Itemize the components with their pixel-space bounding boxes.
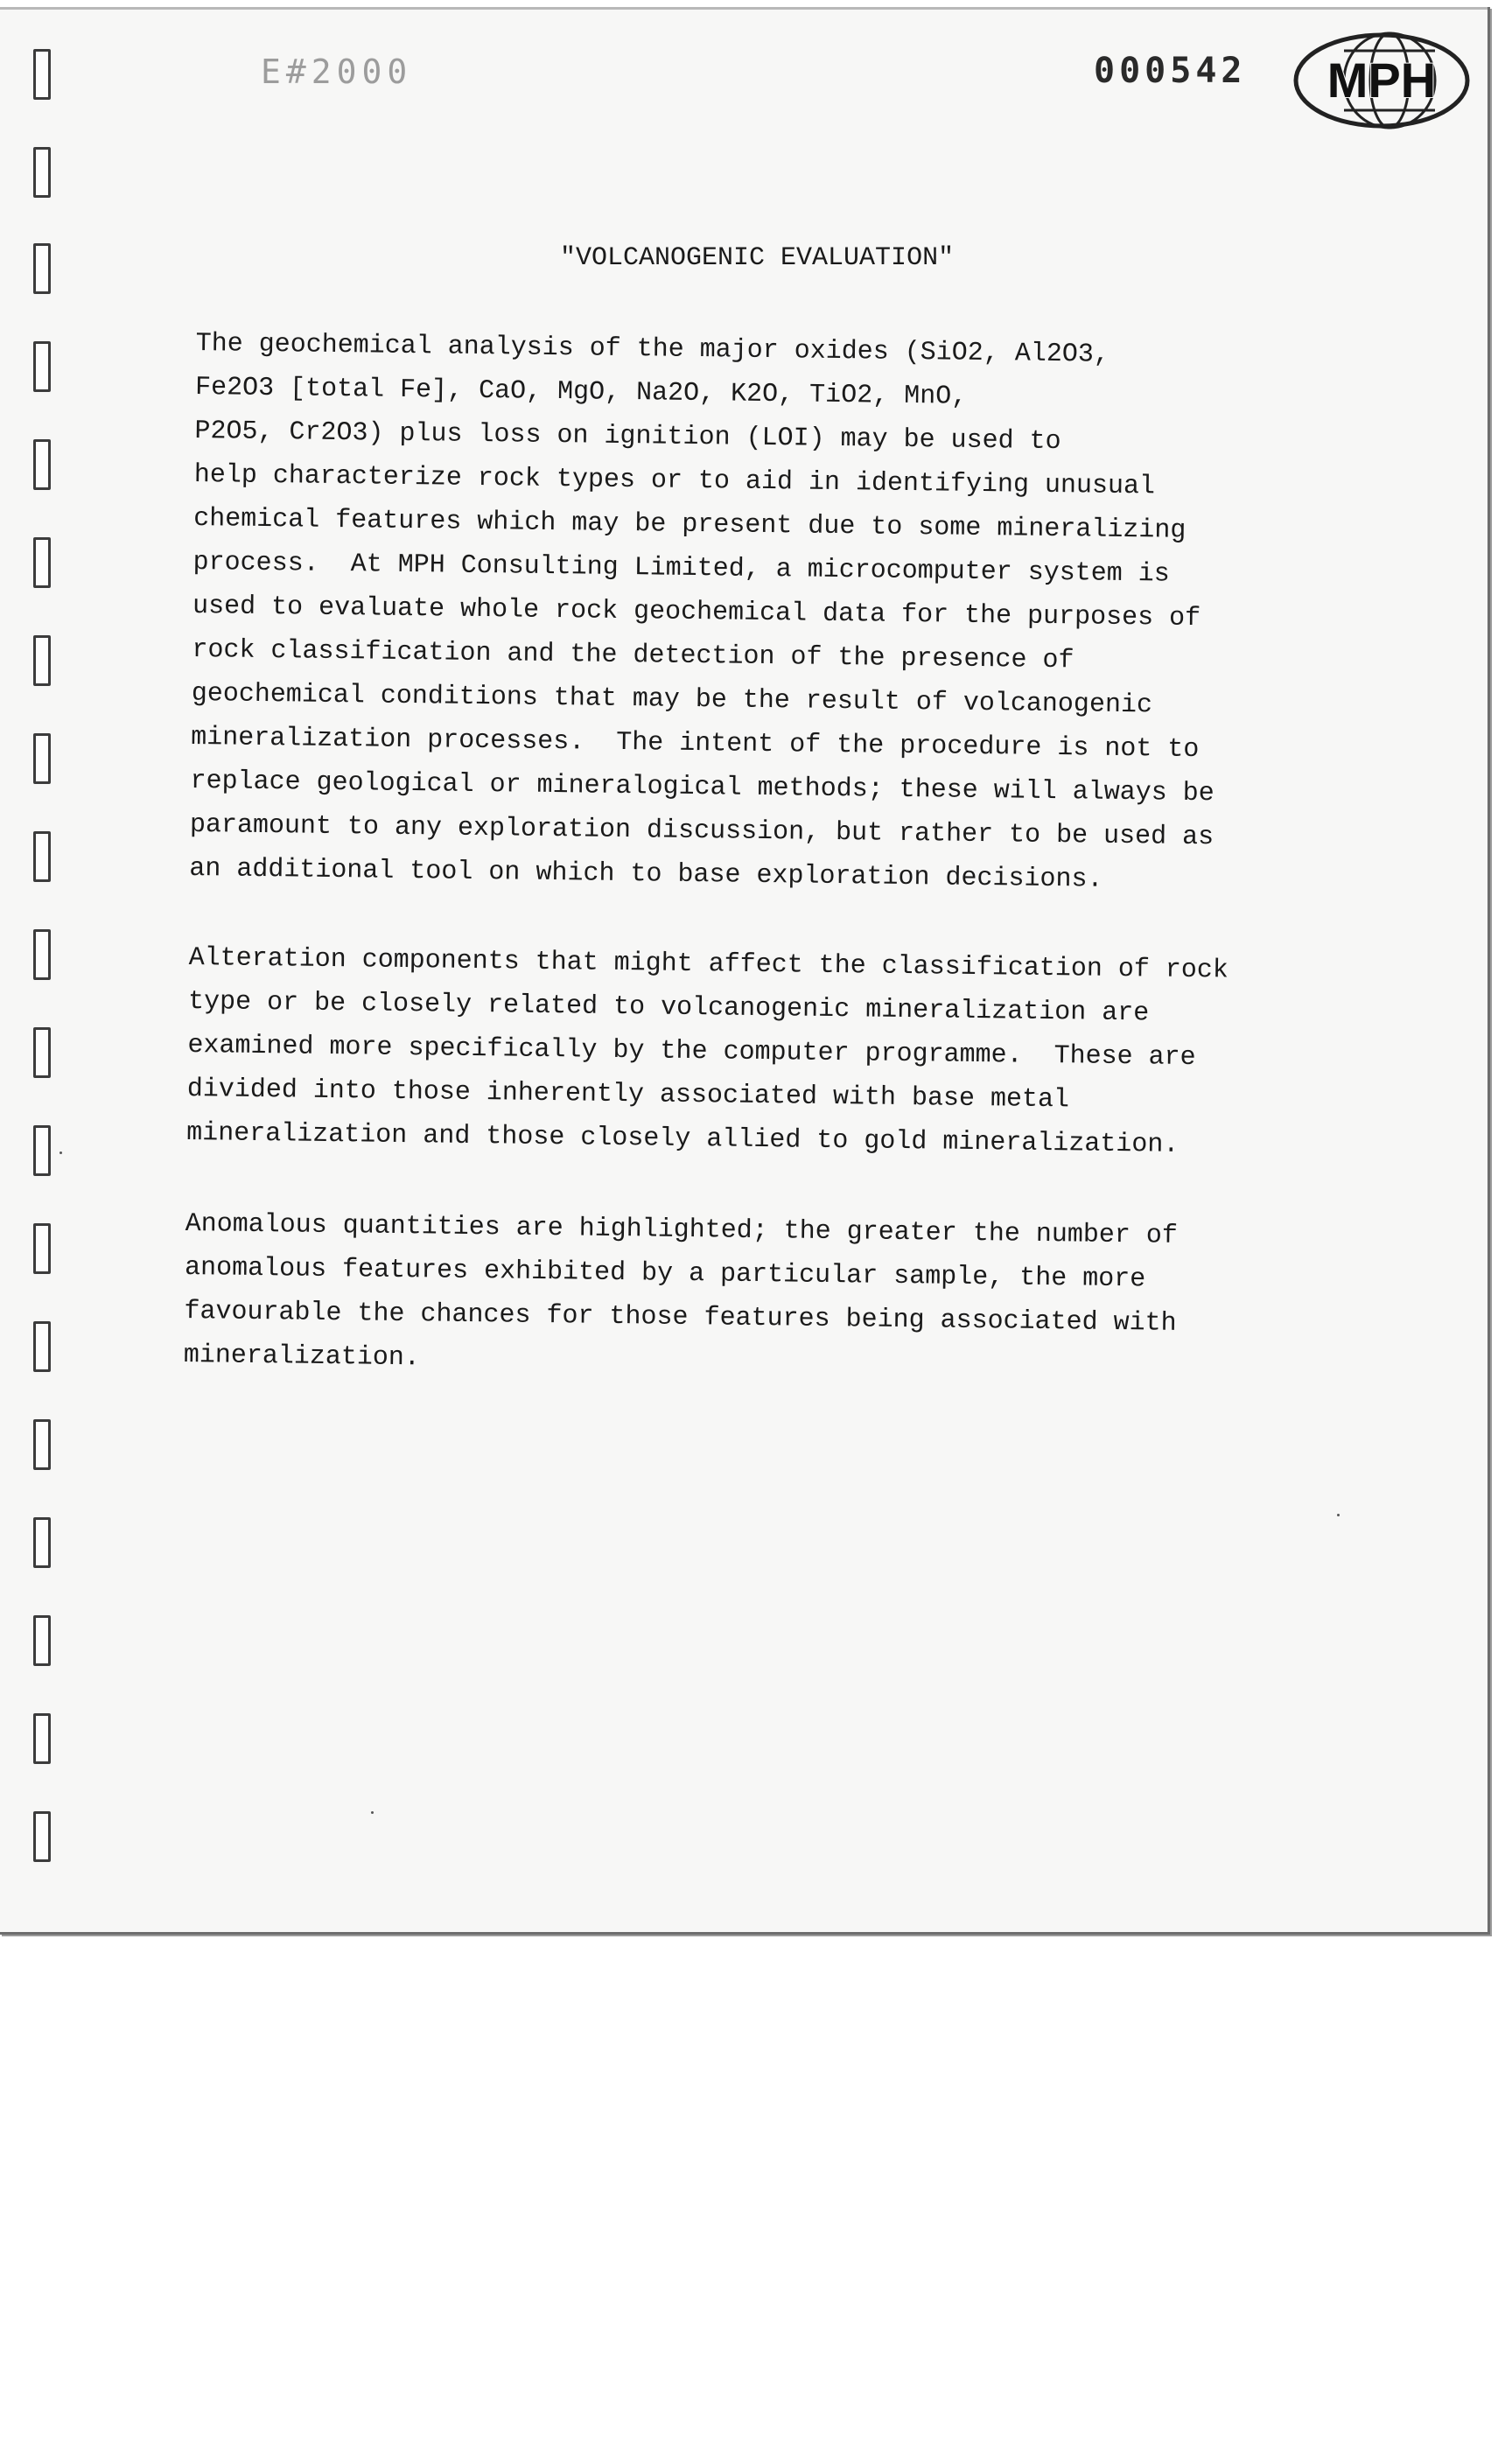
binder-hole xyxy=(33,1615,51,1666)
binder-hole xyxy=(33,1321,51,1372)
paragraph-line: Fe2O3 [total Fe], CaO, MgO, Na2O, K2O, TiO2, MnO, xyxy=(194,372,968,412)
binder-hole xyxy=(33,49,51,100)
binder-hole xyxy=(33,831,51,882)
paragraph xyxy=(184,1202,1367,1391)
binder-hole xyxy=(33,341,51,392)
document-page xyxy=(0,7,1490,1935)
paper-speck xyxy=(371,1811,374,1814)
paragraph-line: type or be closely related to volcanogenic mineralization are xyxy=(187,986,1150,1029)
paragraph-line: divided into those inherently associated with base metal xyxy=(186,1074,1070,1116)
paragraph-line: P2O5, Cr2O3) plus loss on ignition (LOI) may be used to xyxy=(194,416,1061,458)
paragraph-line: rock classification and the detection of the presence of xyxy=(192,634,1074,676)
binder-hole xyxy=(33,1223,51,1274)
paper-speck xyxy=(60,1152,62,1154)
paragraph-line: favourable the chances for those features being associated with xyxy=(184,1296,1177,1339)
paragraph-line: help characterize rock types or to aid in identifying unusual xyxy=(193,459,1156,502)
paragraph-line: an additional tool on which to base exploration decisions. xyxy=(189,853,1103,895)
paragraph-line: Anomalous quantities are highlighted; the greater the number of xyxy=(185,1208,1179,1251)
file-mark-stamp: E#2000 xyxy=(261,52,413,91)
paragraph-line: Alteration components that might affect the classification of rock xyxy=(188,942,1229,986)
binder-holes xyxy=(33,49,56,1869)
document-title: "VOLCANOGENIC EVALUATION" xyxy=(560,243,955,273)
paragraph-line: The geochemical analysis of the major oxides (SiO2, Al2O3, xyxy=(195,328,1110,370)
paragraph-line: process. At MPH Consulting Limited, a microcomputer system is xyxy=(192,547,1170,590)
paragraph-line: geochemical conditions that may be the result of volcanogenic xyxy=(191,678,1153,721)
binder-hole xyxy=(33,439,51,490)
logo-text: MPH xyxy=(1326,52,1437,108)
page-number-stamp: 000542 xyxy=(1094,51,1247,91)
mph-logo xyxy=(1292,28,1472,133)
binder-hole xyxy=(33,537,51,588)
binder-hole xyxy=(33,1811,51,1862)
paragraph-line: examined more specifically by the computer programme. These are xyxy=(187,1030,1196,1074)
binder-hole xyxy=(33,1125,51,1176)
paragraph-line: mineralization. xyxy=(183,1340,421,1374)
binder-hole xyxy=(33,635,51,686)
paragraph-line: chemical features which may be present due to some mineralizing xyxy=(193,503,1186,546)
paragraph-line: mineralization and those closely allied to gold mineralization. xyxy=(186,1117,1180,1160)
paragraph xyxy=(189,322,1377,905)
binder-hole xyxy=(33,733,51,784)
paragraph-line: anomalous features exhibited by a particular sample, the more xyxy=(184,1252,1146,1295)
paper-speck xyxy=(1337,1514,1340,1516)
binder-hole xyxy=(33,929,51,980)
binder-hole xyxy=(33,147,51,198)
binder-hole xyxy=(33,1517,51,1568)
paragraph-line: replace geological or mineralogical methods; these will always be xyxy=(190,766,1214,809)
paragraph xyxy=(186,936,1370,1169)
binder-hole xyxy=(33,1713,51,1764)
binder-hole xyxy=(33,1419,51,1470)
binder-hole xyxy=(33,1027,51,1078)
paragraph-line: mineralization processes. The intent of the procedure is not to xyxy=(190,722,1200,766)
binder-hole xyxy=(33,243,51,294)
paragraph-line: used to evaluate whole rock geochemical data for the purposes of xyxy=(192,591,1201,634)
paragraph-line: paramount to any exploration discussion, but rather to be used as xyxy=(189,809,1214,853)
